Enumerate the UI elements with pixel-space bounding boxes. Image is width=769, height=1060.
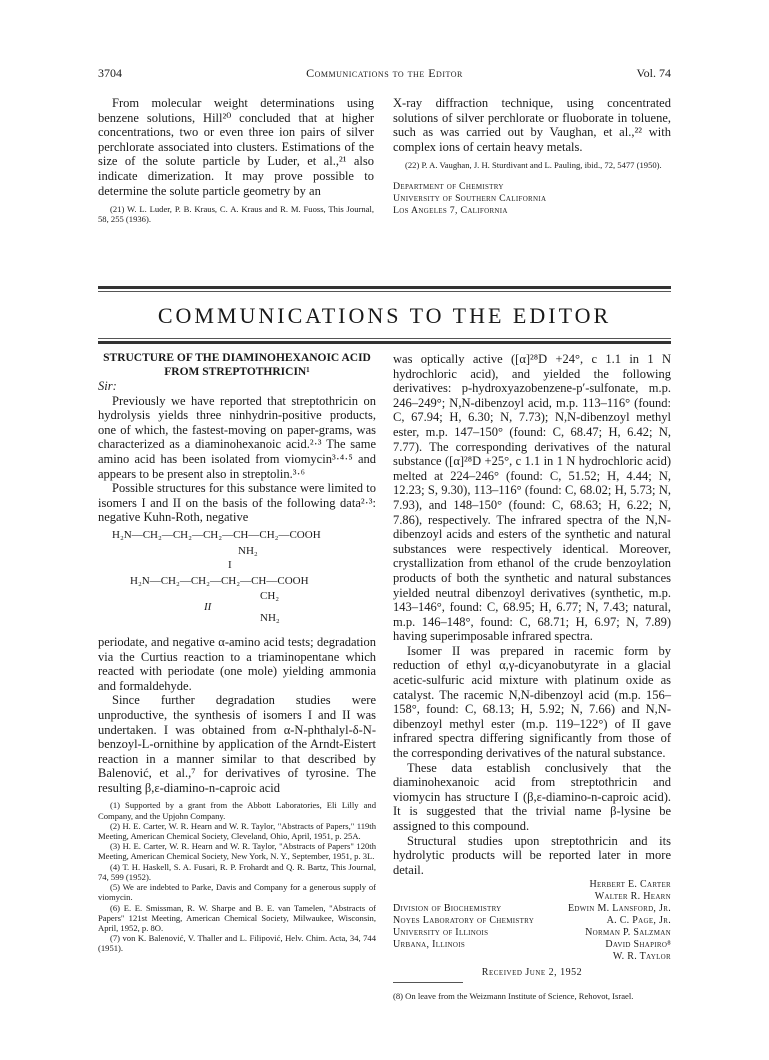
- section-banner: COMMUNICATIONS TO THE EDITOR: [157, 303, 612, 328]
- author-name: Edwin M. Lansford, Jr.: [568, 903, 671, 915]
- running-header: [98, 66, 671, 80]
- continuation-paragraph: From molecular weight determinations using benzene solutions, Hill²⁰ concluded that at higher concentrations, two or even three ion pairs of silver perchlorate associated into clusters. Estimations of the size of the solute particle by Luder, et al.,²¹ also indicate dimerization. It may prove possible to determine the solute particle geometry by an: [98, 96, 374, 198]
- article-title: STRUCTURE OF THE DIAMINOHEXANOIC ACID: [103, 352, 371, 364]
- footnote: (2) H. E. Carter, W. R. Hearn and W. R. Taylor, "Abstracts of Papers," 119th Meeting, American Chemical Society, Cleveland, Ohio, April, 1951, p. 25A.: [98, 820, 376, 842]
- author-affiliation: Division of Biochemistry: [393, 903, 502, 915]
- top-right-column: [393, 96, 671, 217]
- footnote: (6) E. E. Smissman, R. W. Sharpe and B. E. van Tamelen, "Abstracts of Papers" 121st Meeting, American Chemical Society, Milwaukee, Wisconsin, April, 1952, p. 8O.: [98, 902, 376, 933]
- paragraph: Previously we have reported that streptothricin on hydrolysis yields three ninhydrin-positive products, one of which, the fastest-moving on paper-grams, was characterized as a diaminohexanoic acid.²·³ The same amino acid has been isolated from viomycin³·⁴·⁵ and appears to be present also in streptolin.³·⁶: [98, 393, 376, 481]
- author-name: Walter R. Hearn: [594, 891, 671, 903]
- paragraph: Since further degradation studies were unproductive, the synthesis of isomers I and II was undertaken. I was obtained from α-N-phthalyl-δ-N-benzoyl-L-ornithine by application of the Arndt-Eistert reaction in a manner similar to that described by Balenović, et al.,⁷ for derivatives of tyrosine. The resulting β,ε-diamino-n-caproic acid: [98, 693, 376, 795]
- banner-rule-bottom: [98, 341, 671, 344]
- footnote: (1) Supported by a grant from the Abbott Laboratories, Eli Lilly and Company, and the Upjohn Company.: [98, 800, 376, 821]
- banner-rule-bottom-thin: [98, 338, 671, 339]
- author-name: David Shapiro⁸: [605, 939, 671, 951]
- running-title: Communications to the Editor: [306, 66, 463, 80]
- signature-block: [393, 879, 671, 963]
- footnote-21: (21) W. L. Luder, P. B. Kraus, C. A. Kraus and R. M. Fuoss, This Journal, 58, 255 (1936).: [98, 204, 374, 225]
- affiliation-block: [393, 181, 671, 217]
- footnote-8: (8) On leave from the Weizmann Institute of Science, Rehovot, Israel.: [393, 991, 634, 1002]
- volume-label: Vol. 74: [636, 66, 671, 80]
- affiliation-line: Los Angeles 7, California: [393, 204, 508, 216]
- formula-I-substituent: NH₂: [238, 544, 258, 557]
- footnote-22: (22) P. A. Vaughan, J. H. Sturdivant and L. Pauling, ibid., 72, 5477 (1950).: [405, 160, 662, 171]
- affiliation-line: Department of Chemistry: [393, 180, 504, 192]
- footnote: (7) von K. Balenović, V. Thaller and L. Filipović, Helv. Chim. Acta, 34, 744 (1951).: [98, 933, 376, 954]
- banner-rule-top-thin: [98, 291, 671, 292]
- paragraph: Possible structures for this substance were limited to isomers I and II on the basis of the following data²·³: negative Kuhn-Roth, negative: [98, 481, 376, 525]
- top-left-column: [98, 96, 374, 225]
- author-name: A. C. Page, Jr.: [606, 915, 671, 927]
- paragraph: periodate, and negative α-amino acid tests; degradation via the Curtius reaction to a triaminopentane which reacted with periodate (one mole) yielding ammonia and formaldehyde.: [98, 634, 376, 693]
- continuation-paragraph-right: X-ray diffraction technique, using concentrated solutions of silver perchlorate or fluoborate in toluene, such as was carried out by Vaughan, et al.,²² with complex ions of certain heavy metals.: [393, 96, 671, 154]
- article-left-column: [98, 352, 376, 954]
- affiliation-line: University of Southern California: [393, 192, 547, 204]
- structural-formulas: [98, 529, 376, 631]
- formula-II-substituent-2: NH₂: [260, 611, 280, 624]
- author-name: Herbert E. Carter: [589, 879, 671, 891]
- article-title-line2: FROM STREPTOTHRICIN¹: [164, 365, 310, 378]
- author-name: W. R. Taylor: [612, 951, 671, 963]
- author-affiliation: Urbana, Illinois: [393, 939, 466, 951]
- paragraph: Isomer II was prepared in racemic form by reduction of ethyl α,γ-dicyanobutyrate in a glacial acetic-sulfuric acid mixture with platinum oxide as catalyst. The racemic N,N-dibenzoyl acid (m.p. 156–158°, found: C, 68.13; H, 5.92; N, 7.66) and N,N-dibenzoyl methyl ester (m.p. 119–122°) of II gave infrared spectra differing significantly from those of the corresponding derivatives of the natural substance.: [393, 643, 671, 761]
- author-name: Norman P. Salzman: [585, 927, 671, 939]
- formula-I-label: I: [228, 558, 232, 571]
- author-affiliation: University of Illinois: [393, 927, 489, 939]
- banner-rule-top: [98, 286, 671, 289]
- formula-II-label: II: [204, 600, 212, 613]
- paragraph: Structural studies upon streptothricin and its hydrolytic products will be reported later in more detail.: [393, 833, 671, 877]
- formula-II-substituent-1: CH₂: [260, 589, 280, 602]
- salutation: Sir:: [98, 379, 117, 393]
- author-affiliation: Noyes Laboratory of Chemistry: [393, 915, 535, 927]
- received-date: Received June 2, 1952: [481, 967, 583, 979]
- footnote: (3) H. E. Carter, W. R. Hearn and W. R. Taylor, "Abstracts of Papers" 120th Meeting, American Chemical Society, New York, N. Y., September, 1951, p. 3L.: [98, 841, 376, 862]
- paragraph: was optically active ([α]²⁸D +24°, c 1.1 in 1 N hydrochloric acid), and yielded the following derivatives: p-hydroxyazobenzene-p′-sulfonate, m.p. 246–249°; N,N-dibenzoyl acid, m.p. 113–116° (found: C, 67.94; H, 6.30; N, 7.73); N,N-dibenzoyl methyl ester, m.p. 147–150° (found: C, 68.47; H, 6.42; N, 7.77). The corresponding derivatives of the natural substance ([α]²⁸D +25°, c 1.1 in 1 N hydrochloric acid) melted at 224–246° (found: C, 51.52; H, 4.44; N, 12.23; S, 9.30), 113–116° (found: C, 68.02; H, 5.73; N, 7.93), and 148–150° (found: C, 68.63; H, 6.22; N, 7.86), respectively. The infrared spectra of the N,N-dibenzoyl acids and esters of the synthetic and natural substances were respectively identical. Moreover, crystallization from ethanol of the crude benzoylation products of both the synthetic and natural substances yielded neutral dibenzoyl derivatives (synthetic, m.p. 143–146°, found: C, 68.95; H, 6.77; N, 7.43; natural, m.p. 146–148°, found: C, 68.71; H, 6.97; N, 7.89) having superimposable infrared spectra.: [393, 352, 671, 644]
- footnotes: [98, 800, 376, 953]
- footnote: (4) T. H. Haskell, S. A. Fusari, R. P. Frohardt and Q. R. Bartz, This Journal, 74, 599 (1952).: [98, 861, 376, 882]
- formula-I-chain: H₂N—CH₂—CH₂—CH₂—CH—CH₂—COOH: [112, 528, 321, 541]
- page-number: 3704: [98, 66, 122, 80]
- footnote: (5) We are indebted to Parke, Davis and Company for a generous supply of viomycin.: [98, 882, 376, 903]
- formula-II-chain: H₂N—CH₂—CH₂—CH₂—CH—COOH: [130, 574, 309, 587]
- footnote-rule: [393, 982, 463, 983]
- paragraph: These data establish conclusively that the diaminohexanoic acid from streptothricin and viomycin has structure I (β,ε-diamino-n-caproic acid). It is suggested that the trivial name β-lysine be assigned to this compound.: [393, 760, 671, 833]
- article-right-column: [393, 352, 671, 1001]
